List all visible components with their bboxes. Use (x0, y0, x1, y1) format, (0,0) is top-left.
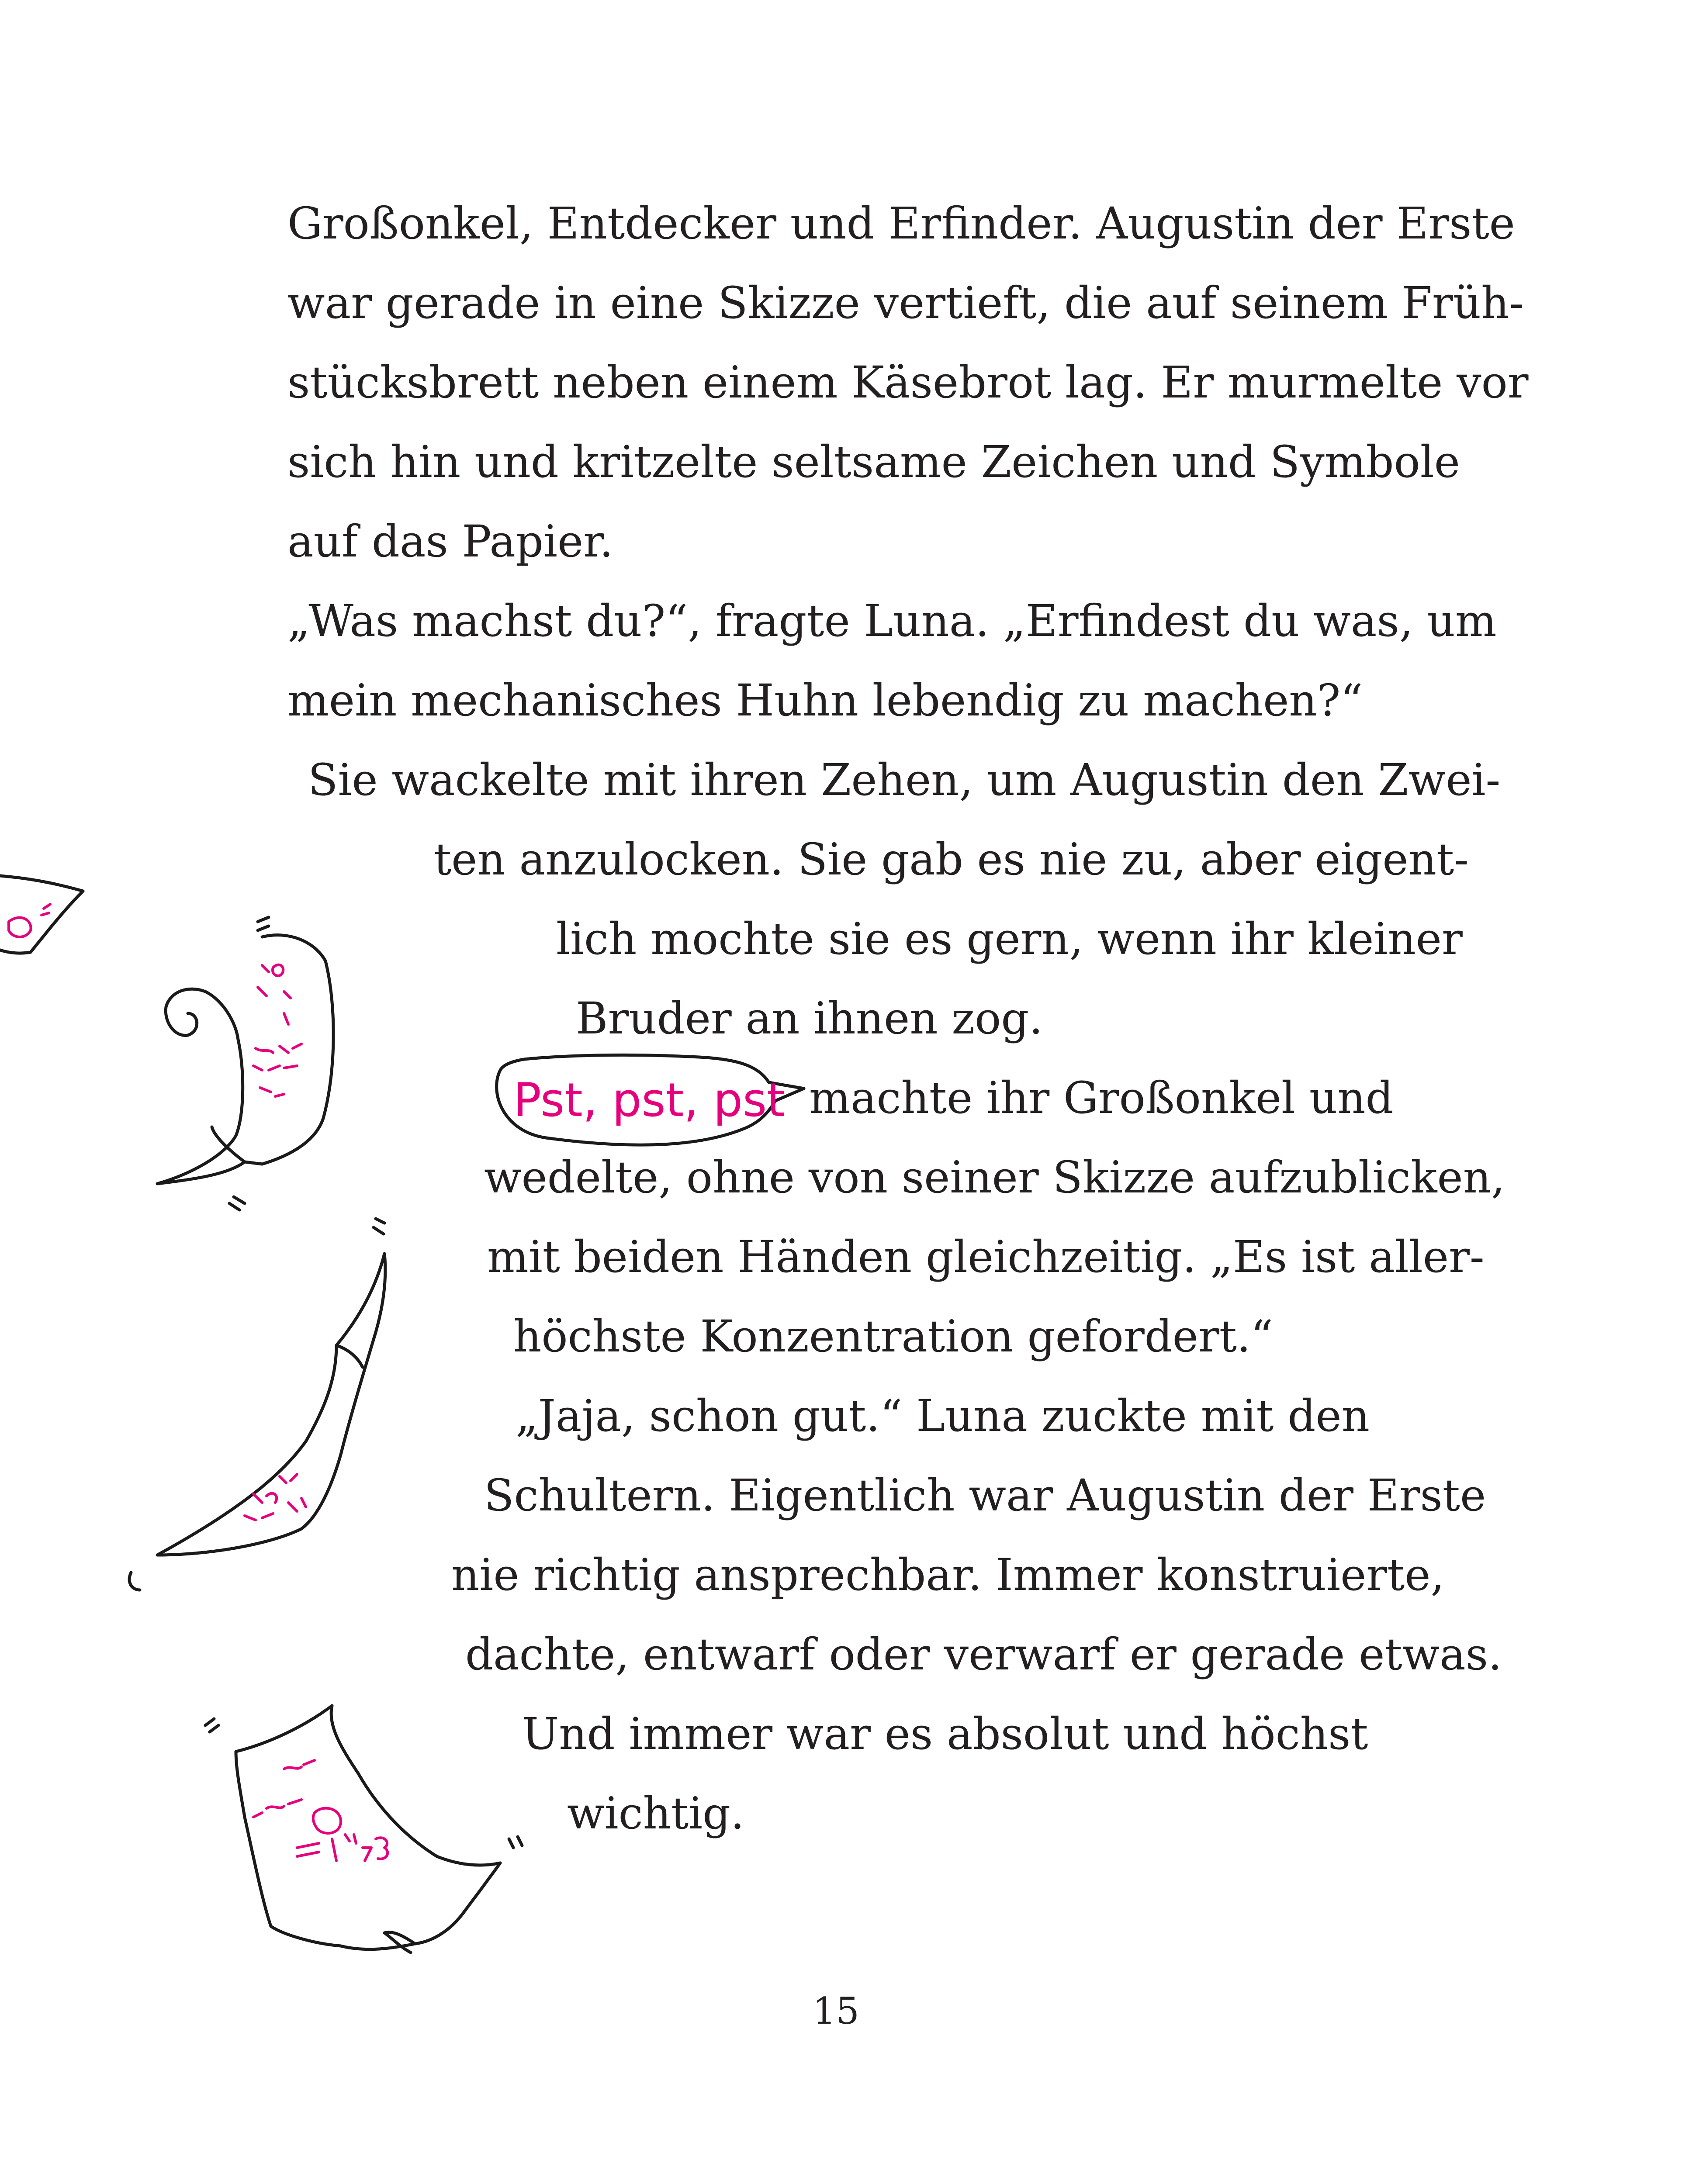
text-line-17: Schultern. Eigentlich war Augustin der Erste (484, 1470, 1486, 1521)
folded-paper-icon (129, 1219, 385, 1590)
text-line-14: mit beiden Händen gleichzeitig. „Es ist aller- (487, 1231, 1485, 1282)
text-line-21: wichtig. (567, 1788, 744, 1839)
text-line-8: Sie wackelte mit ihren Zehen, um Augustin den Zwei- (308, 754, 1501, 805)
text-line-19: dachte, entwarf oder verwarf er gerade etwas. (465, 1629, 1502, 1680)
speech-bubble-text: Pst, pst, pst (513, 1073, 785, 1127)
text-line-10: lich mochte sie es gern, wenn ihr kleiner (556, 913, 1463, 964)
text-line-18: nie richtig ansprechbar. Immer konstruierte, (451, 1549, 1445, 1600)
text-line-9: ten anzulocken. Sie gab es nie zu, aber eigent- (434, 834, 1469, 885)
text-line-6: „Was machst du?“, fragte Luna. „Erfindest du was, um (287, 595, 1497, 646)
text-line-4: sich hin und kritzelte seltsame Zeichen und Symbole (287, 436, 1460, 487)
text-line-2: war gerade in eine Skizze vertieft, die auf seinem Früh- (287, 277, 1524, 328)
text-line-20: Und immer war es absolut und höchst (522, 1708, 1368, 1759)
text-line-3: stücksbrett neben einem Käsebrot lag. Er murmelte vor (287, 357, 1529, 408)
speech-bubble (497, 1055, 804, 1145)
text-line-16: „Jaja, schon gut.“ Luna zuckte mit den (516, 1390, 1370, 1441)
text-line-13: wedelte, ohne von seiner Skizze aufzublicken, (484, 1152, 1505, 1203)
page-number: 15 (813, 1990, 859, 2032)
text-line-1: Großonkel, Entdecker und Erfinder. Augustin der Erste (287, 198, 1515, 249)
crumpled-paper-icon (205, 1706, 522, 1952)
text-line-11: Bruder an ihnen zog. (576, 993, 1043, 1044)
text-line-5: auf das Papier. (287, 516, 613, 567)
text-line-12: machte ihr Großonkel und (809, 1072, 1394, 1123)
curled-paper-icon (157, 917, 333, 1210)
text-line-7: mein mechanisches Huhn lebendig zu machen?“ (287, 675, 1363, 726)
text-line-15: höchste Konzentration gefordert.“ (513, 1311, 1273, 1362)
flying-paper-icon (0, 876, 83, 953)
